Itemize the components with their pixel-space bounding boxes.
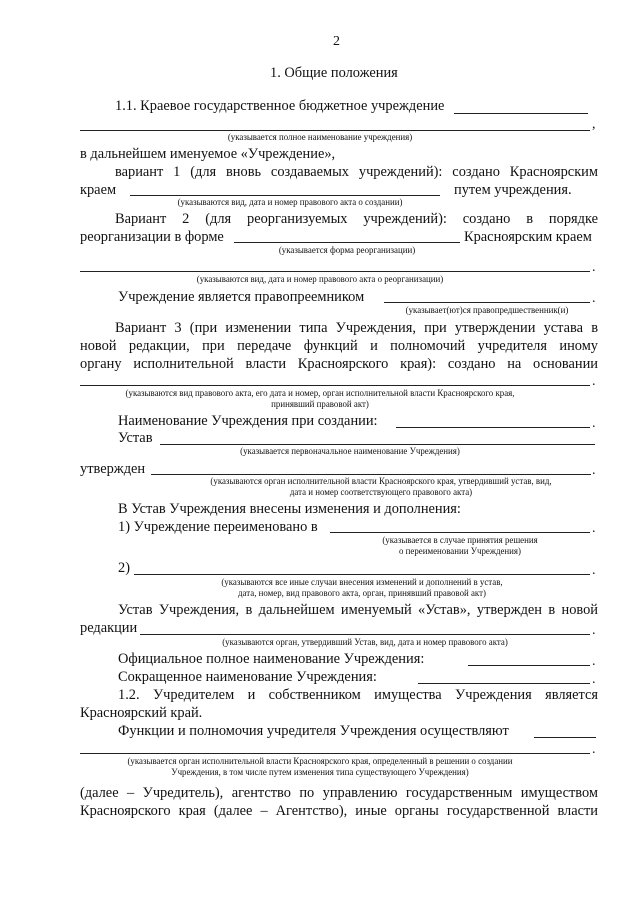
blank-full-name — [80, 130, 590, 131]
variant-1-kraem: краем — [80, 182, 117, 198]
blank-initial-name — [160, 444, 595, 445]
blank-new-edition — [140, 634, 590, 635]
page-number: 2 — [333, 34, 340, 49]
new-edition-line: Устав Учреждения, в дальнейшем именуемый «Устав», утвержден в новой — [118, 602, 598, 618]
blank-creation-act — [130, 195, 440, 196]
blank-approved-by — [151, 474, 591, 475]
hint-full-name: (указывается полное наименование учреждения) — [227, 132, 413, 142]
blank-founder-body — [80, 753, 590, 754]
successor-text: Учреждение является правопреемником — [118, 289, 365, 305]
hint-basis-act-1: (указываются вид правового акта, его дата и номер, орган исполнительной власти Красноярского края, — [125, 388, 515, 398]
hint-renamed-2: о переименовании Учреждения) — [399, 546, 521, 556]
blank-successor — [384, 302, 590, 303]
item-2-text: 2) — [118, 560, 130, 576]
variant-1-put: путем учреждения. — [454, 182, 572, 198]
further-named-text: в дальнейшем именуемое «Учреждение», — [80, 146, 336, 162]
variant-1-line: вариант 1 (для вновь создаваемых учреждений): создано Красноярским — [115, 164, 598, 180]
variant-2-reorg-form: реорганизации в форме — [80, 229, 224, 245]
hint-approved-2: дата и номер соответствующего правового акта) — [289, 487, 473, 497]
hint-reorg-act: (указываются вид, дата и номер правового акта о реорганизации) — [196, 274, 444, 284]
blank-name-at-creation — [396, 427, 590, 428]
blank-basis-act — [80, 385, 590, 386]
hint-creation-act: (указываются вид, дата и номер правового акта о создании) — [177, 197, 403, 207]
functions-text: Функции и полномочия учредителя Учреждения осуществляют — [118, 723, 509, 739]
variant-2-line: Вариант 2 (для реорганизуемых учреждений): создано в порядке — [115, 211, 598, 227]
blank-short-name — [418, 683, 590, 684]
punct-dot: . — [592, 654, 596, 669]
blank-renamed — [330, 532, 590, 533]
hint-founder-body-1: (указывается орган исполнительной власти Красноярского края, определенный в решении о создании — [127, 756, 513, 766]
section-heading: 1. Общие положения — [270, 65, 398, 81]
blank-reorg-act — [80, 271, 590, 272]
punct-dot: . — [592, 563, 596, 578]
variant-3-line-1: Вариант 3 (при изменении типа Учреждения, при утверждении устава в — [115, 320, 598, 336]
short-name-text: Сокращенное наименование Учреждения: — [118, 669, 377, 685]
punct-dot: . — [592, 521, 596, 536]
punct-dot: . — [592, 260, 596, 275]
renamed-text: 1) Учреждение переименовано в — [118, 519, 318, 535]
changes-made-text: В Устав Учреждения внесены изменения и дополнения: — [118, 501, 461, 517]
hint-successor: (указывает(ют)ся правопредшественник(и) — [405, 305, 569, 315]
clause-1-1: 1.1. Краевое государственное бюджетное учреждение — [115, 98, 445, 114]
punct-dot: . — [592, 623, 596, 638]
hint-approved-1: (указываются орган исполнительной власти Красноярского края, утвердивший устав, вид, — [210, 476, 552, 486]
blank-official-full-name — [468, 665, 590, 666]
blank-reorg-form — [234, 242, 460, 243]
punct-dot: . — [592, 291, 596, 306]
hint-other-changes-1: (указываются все иные случаи внесения изменений и дополнений в устав, — [221, 577, 503, 587]
variant-3-line-2: новой редакции, при передаче функций и полномочий учредителя иному — [80, 338, 598, 354]
official-full-name-text: Официальное полное наименование Учреждения: — [118, 651, 425, 667]
closing-line-1: (далее – Учредитель), агентство по управлению государственным имуществом — [80, 785, 598, 801]
clause-1-2-line-2: Красноярский край. — [80, 705, 203, 721]
hint-new-edition: (указываются орган, утвердивший Устав, вид, дата и номер правового акта) — [222, 637, 508, 647]
hint-renamed-1: (указывается в случае принятия решения — [382, 535, 538, 545]
hint-other-changes-2: дата, номер, вид правового акта, орган, принявший правовой акт) — [238, 588, 486, 598]
new-edition-red: редакции — [80, 620, 138, 636]
variant-2-kraem: Красноярским краем — [464, 229, 592, 245]
hint-founder-body-2: Учреждения, в том числе путем изменения типа существующего Учреждения) — [171, 767, 469, 777]
blank-other-changes — [134, 574, 590, 575]
ustav-text: Устав — [118, 430, 153, 446]
punct-dot: . — [592, 374, 596, 389]
hint-reorg-form: (указывается форма реорганизации) — [278, 245, 416, 255]
punct-comma: , — [592, 117, 596, 132]
punct-dot: . — [592, 416, 596, 431]
punct-dot: . — [592, 463, 596, 478]
punct-dot: . — [592, 742, 596, 757]
clause-1-2-line-1: 1.2. Учредителем и собственником имущества Учреждения является — [118, 687, 598, 703]
blank-functions — [534, 737, 596, 738]
name-at-creation-text: Наименование Учреждения при создании: — [118, 413, 378, 429]
variant-3-line-3: органу исполнительной власти Красноярского края): создано на основании — [80, 356, 598, 372]
approved-text: утвержден — [80, 461, 146, 477]
closing-line-2: Красноярского края (далее – Агентство), иные органы государственной власти — [80, 803, 598, 819]
hint-basis-act-2: принявший правовой акт) — [271, 399, 369, 409]
punct-dot: . — [592, 672, 596, 687]
hint-initial-name: (указывается первоначальное наименование Учреждения) — [240, 446, 460, 456]
blank-institution-name — [454, 113, 588, 114]
